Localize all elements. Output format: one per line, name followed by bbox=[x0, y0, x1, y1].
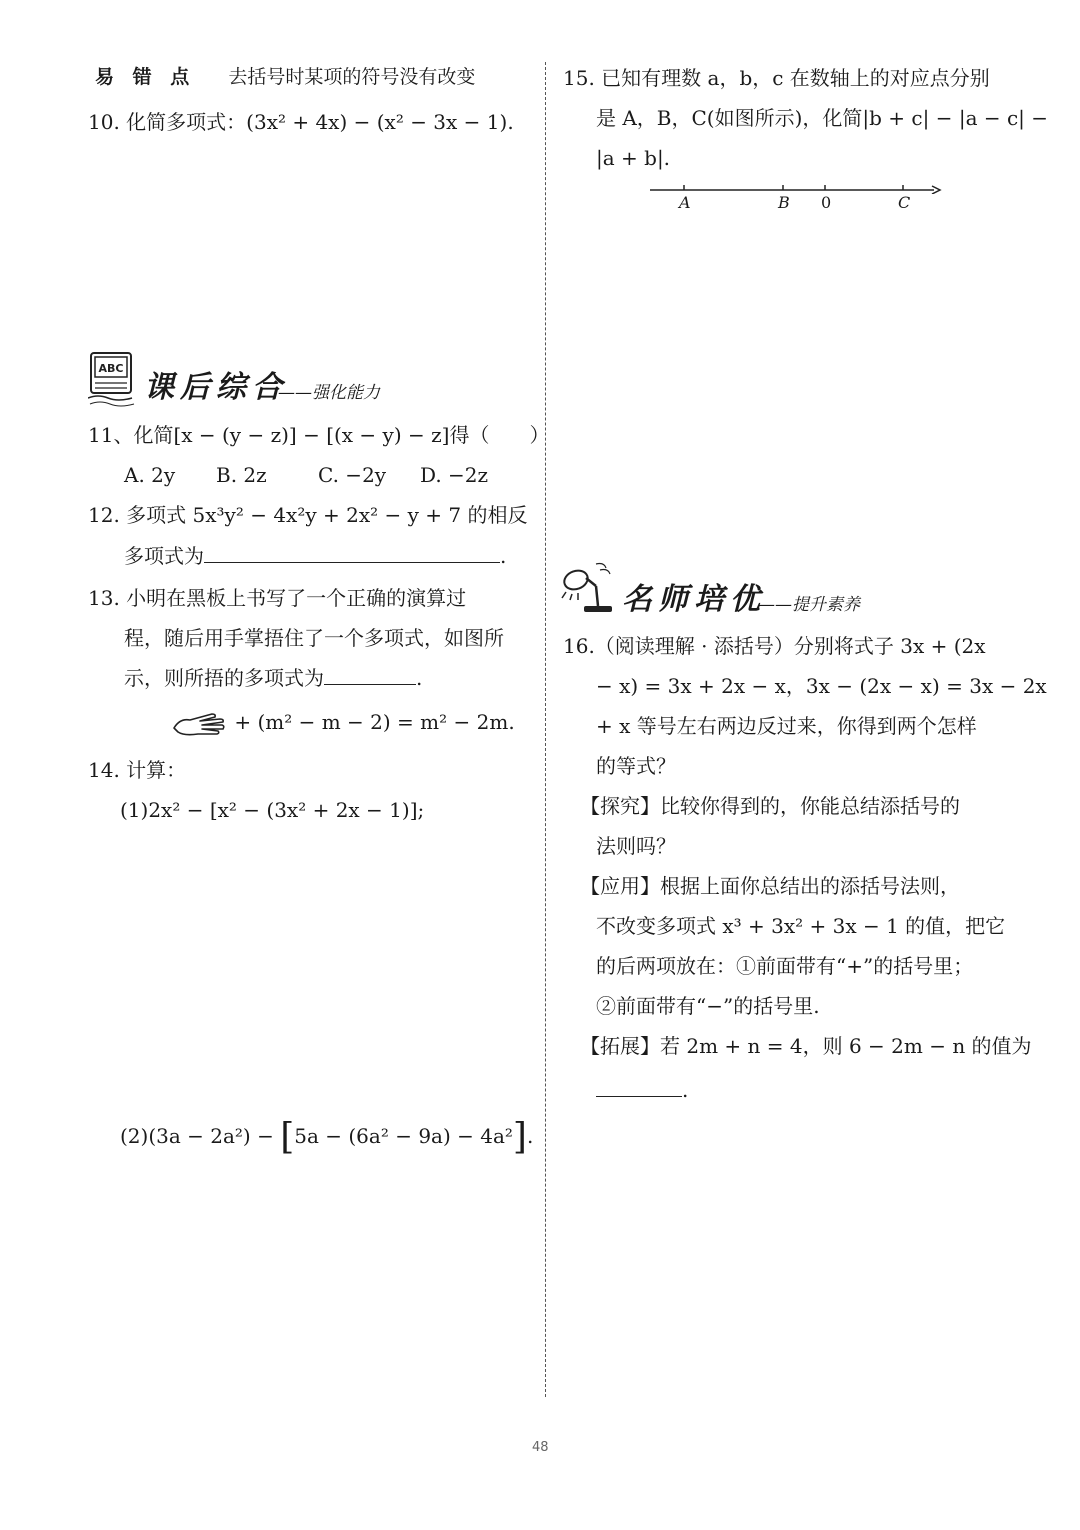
question-16-line4: 的等式？ bbox=[596, 754, 676, 778]
answer-blank[interactable] bbox=[596, 1074, 682, 1097]
question-13-line3: 示，则所捂的多项式为 . bbox=[124, 658, 422, 698]
question-16-line1: 16.（阅读理解 · 添括号）分别将式子 3x + (2x bbox=[563, 634, 986, 658]
option-a: A. 2y bbox=[124, 463, 176, 487]
question-14-title: 14. 计算： bbox=[88, 758, 187, 782]
option-d: D. −2z bbox=[420, 463, 489, 487]
question-16-apply: 【应用】根据上面你总结出的添括号法则， bbox=[580, 874, 960, 898]
origin-label: 0 bbox=[821, 193, 832, 212]
point-b-label: B bbox=[778, 193, 790, 212]
answer-blank[interactable] bbox=[204, 540, 500, 563]
section-teacher-title: 名师培优 bbox=[622, 582, 766, 617]
question-15-line2: 是 A，B，C(如图所示)，化简|b + c| − |a − c| − bbox=[596, 106, 1049, 130]
section-teacher bbox=[560, 560, 1000, 620]
option-c: C. −2y bbox=[318, 463, 387, 487]
question-16-line2: − x) = 3x + 2x − x，3x − (2x − x) = 3x − 2x bbox=[596, 674, 1047, 698]
question-16-line10: ②前面带有“−”的括号里. bbox=[596, 994, 820, 1018]
question-15-line3: |a + b|. bbox=[596, 146, 671, 170]
question-14-part1: (1)2x² − [x² − (3x² + 2x − 1)]; bbox=[120, 798, 425, 822]
question-13-line1: 13. 小明在黑板上书写了一个正确的演算过 bbox=[88, 586, 467, 610]
mistake-description: 去括号时某项的符号没有改变 bbox=[228, 66, 476, 88]
mistake-tag: 易 错 点 bbox=[95, 66, 196, 88]
number-line bbox=[648, 180, 948, 216]
column-divider bbox=[545, 62, 546, 1397]
section-teacher-subtitle: ——提升素养 bbox=[758, 595, 860, 615]
question-16-line3: + x 等号左右两边反过来，你得到两个怎样 bbox=[596, 714, 977, 738]
desk-lamp-icon bbox=[560, 560, 616, 616]
question-16-answer: . bbox=[596, 1070, 688, 1110]
section-after-class-title: 课后综合 bbox=[144, 370, 288, 405]
question-16-line6: 法则吗？ bbox=[596, 834, 676, 858]
point-c-label: C bbox=[898, 193, 911, 212]
question-16-line8: 不改变多项式 x³ + 3x² + 3x − 1 的值，把它 bbox=[596, 914, 1006, 938]
question-10: 10. 化简多项式：(3x² + 4x) − (x² − 3x − 1). bbox=[88, 110, 514, 134]
question-15-line1: 15. 已知有理数 a，b，c 在数轴上的对应点分别 bbox=[563, 66, 990, 90]
question-11-stem: 11、化简[x − (y − z)] − [(x − y) − z]得（ ） bbox=[88, 423, 550, 447]
question-16-line9: 的后两项放在：①前面带有“+”的括号里； bbox=[596, 954, 974, 978]
section-after-class-subtitle: ——强化能力 bbox=[278, 383, 380, 403]
option-b: B. 2z bbox=[216, 463, 267, 487]
question-12-label: 多项式为 bbox=[124, 544, 204, 568]
section-after-class bbox=[88, 350, 528, 412]
question-13-equation: + (m² − m − 2) = m² − 2m. bbox=[172, 702, 515, 742]
page-number: 48 bbox=[532, 1440, 549, 1455]
number-line-axis bbox=[648, 180, 948, 194]
hand-icon bbox=[172, 708, 228, 740]
question-16-extend: 【拓展】若 2m + n = 4，则 6 − 2m − n 的值为 bbox=[580, 1034, 1032, 1058]
abc-board-icon bbox=[88, 350, 138, 408]
mistake-header bbox=[95, 62, 475, 89]
question-14-part2: (2)(3a − 2a²) − [5a − (6a² − 9a) − 4a²]. bbox=[120, 1116, 534, 1158]
answer-blank[interactable] bbox=[324, 662, 416, 685]
question-13-line2: 程，随后用手掌捂住了一个多项式，如图所 bbox=[124, 626, 504, 650]
point-a-label: A bbox=[679, 193, 691, 212]
question-12-line2: 多项式为 . bbox=[124, 536, 506, 576]
svg-text:ABC: ABC bbox=[98, 362, 124, 375]
question-12-line1: 12. 多项式 5x³y² − 4x²y + 2x² − y + 7 的相反 bbox=[88, 503, 528, 527]
question-16-explore: 【探究】比较你得到的，你能总结添括号的 bbox=[580, 794, 960, 818]
